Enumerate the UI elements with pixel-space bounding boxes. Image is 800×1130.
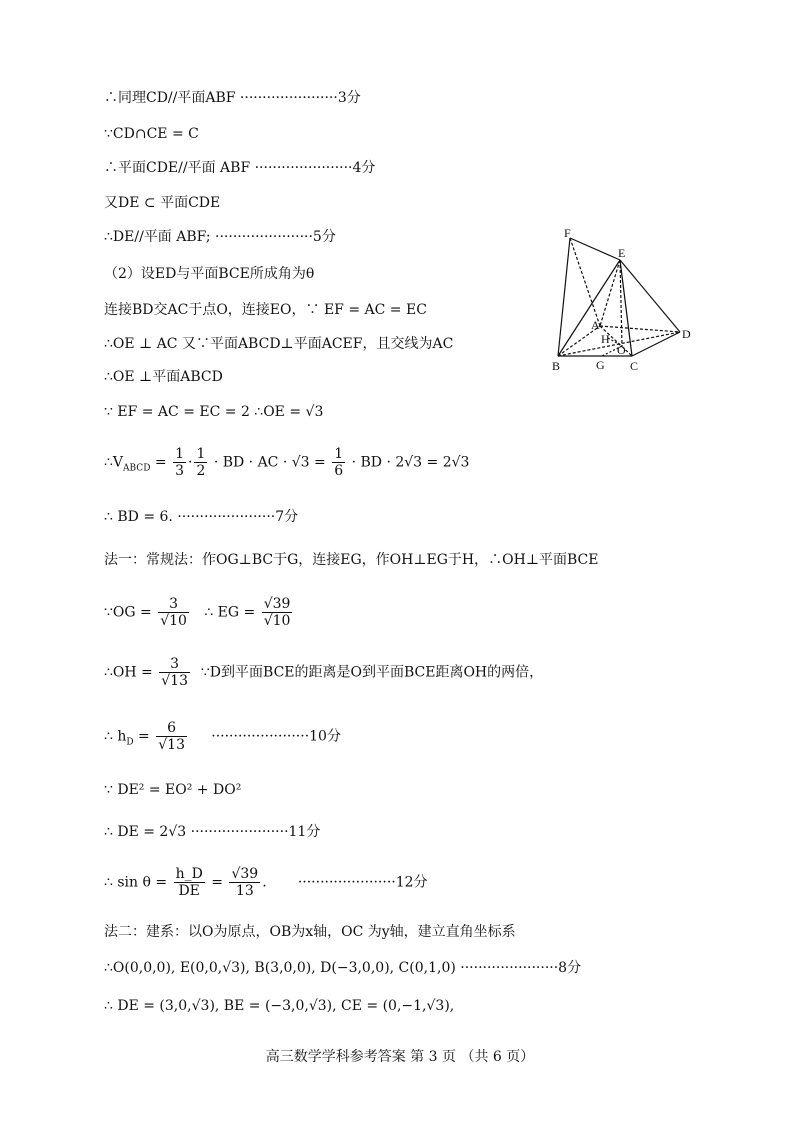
line-de-parallel: ∴DE//平面 ABF; ······················5分: [104, 229, 336, 245]
frac-hd: $\frac{6}{√13}$: [158, 720, 185, 753]
line-bd-value: ∴ BD = 6. ······················7分: [104, 509, 299, 525]
frac-sin-right: $\frac{√39}{13}$: [231, 866, 259, 899]
edge-eb: [558, 260, 620, 356]
edge-ea: [600, 260, 620, 326]
line-cd-parallel: ∴同理CD//平面ABF ······················3分: [104, 90, 361, 106]
frac-og: $\frac{3}{√10}$: [160, 596, 187, 629]
frac-eg: $\frac{√39}{√10}$: [263, 596, 291, 629]
line-hd: ∴ $h_D$ = $\frac{6}{√13}$ ······················10分: [104, 720, 341, 753]
edge-ed: [620, 260, 680, 332]
line-cd-cap-ce: ∵CD∩CE = C: [104, 126, 199, 142]
label-g: G: [596, 358, 605, 372]
page-footer: 高三数学学科参考答案 第 3 页 （共 6 页）: [265, 1049, 535, 1065]
volume-end: · BD · 2√3 = 2√3: [351, 454, 470, 471]
label-a: A: [591, 318, 600, 332]
label-b: B: [552, 359, 561, 373]
line-coordinates: ∴O(0,0,0), E(0,0,√3), B(3,0,0), D(−3,0,0), C(0,1,0) ······················8分: [104, 960, 582, 976]
edge-cd: [632, 332, 680, 356]
label-c: C: [630, 359, 639, 373]
line-connect-bd: 连接BD交AC于点O，连接EO，∵ EF = AC = EC: [104, 302, 427, 318]
volume-mid: · BD · AC · √3 =: [213, 454, 326, 471]
line-method-two: 法二：建系：以O为原点，OB为x轴，OC 为y轴，建立直角坐标系: [104, 924, 516, 940]
frac-sin-left: $\frac{h\_D}{DE}$: [175, 866, 203, 899]
line-de-subset: 又DE ⊂ 平面CDE: [104, 195, 221, 211]
line-de-value: ∴ DE = 2√3 ······················11分: [104, 824, 321, 840]
line-oh: ∴OH = $\frac{3}{√13}$ ∵D到平面BCE的距离是O到平面BCE距离OH的两倍，: [104, 656, 544, 689]
line-part2: （2）设ED与平面BCE所成角为θ: [104, 266, 315, 282]
volume-sub: ABCD: [123, 463, 151, 474]
label-f: F: [564, 228, 571, 240]
frac-one-third: $\frac{1}{3}$: [175, 446, 184, 479]
edge-fb: [558, 238, 570, 356]
line-volume: $\therefore V_{ABCD}$ = $\frac{1}{3}$ · $\frac{1}{2}$ · BD · AC · √3 = $\frac{1}{6}$ · BD · 2√3 = 2√3: [104, 446, 470, 479]
line-oe-perp-ac: ∴OE ⊥ AC 又∵平面ABCD⊥平面ACEF，且交线为AC: [104, 336, 454, 352]
edge-fe: [570, 238, 620, 260]
line-sin-theta: ∴ sin θ = $\frac{h\_D}{DE}$ = $\frac{√39}{13}$ . ······················12分: [104, 866, 428, 899]
volume-prefix: ∴V: [104, 454, 124, 471]
line-de-squared: ∵ DE² = EO² + DO²: [104, 782, 242, 798]
frac-oh: $\frac{3}{√13}$: [161, 656, 188, 689]
line-plane-parallel: ∴平面CDE//平面 ABF ······················4分: [104, 160, 376, 176]
frac-one-half: $\frac{1}{2}$: [196, 446, 206, 479]
line-vectors: ∴ DE = (3,0,√3), BE = (−3,0,√3), CE = (0,−1,√3),: [104, 998, 455, 1014]
frac-one-sixth: $\frac{1}{6}$: [334, 446, 344, 479]
label-e: E: [618, 246, 626, 260]
line-oe-perp-plane: ∴OE ⊥平面ABCD: [104, 369, 223, 385]
label-d: D: [682, 327, 691, 341]
edge-fa: [570, 238, 600, 326]
line-method-one: 法一：常规法：作OG⊥BC于G，连接EG，作OH⊥EG于H，∴OH⊥平面BCE: [104, 552, 599, 568]
edge-ad: [600, 326, 680, 332]
line-og-eg: ∵OG = $\frac{3}{√10}$ ∴ EG = $\frac{√39}{√10}$: [104, 596, 291, 629]
geometry-figure: [548, 228, 698, 378]
line-oe-value: ∵ EF = AC = EC = 2 ∴OE = √3: [104, 404, 324, 420]
label-h: H: [601, 332, 610, 346]
label-o: O: [617, 343, 626, 357]
